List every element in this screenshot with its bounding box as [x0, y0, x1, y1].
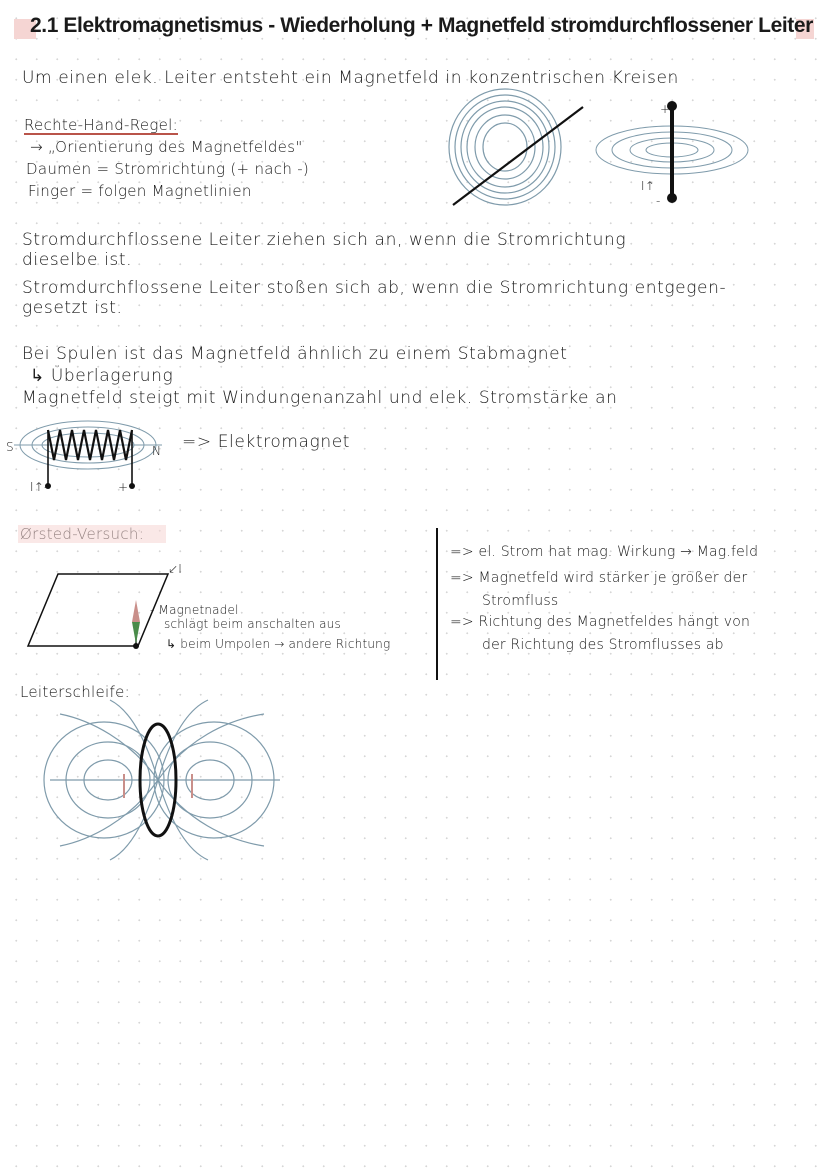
figure-minus: - [656, 194, 661, 208]
rechte-hand-item-1: → „Orientierung des Magnetfeldes" [30, 138, 303, 156]
rechte-hand-item-3: Finger = folgen Magnetlinien [28, 182, 252, 200]
leiter-line-1: Stromdurchflossene Leiter ziehen sich an, wenn die Stromrichtung [22, 230, 627, 250]
spulen-elektromagnet: => Elektromagnet [182, 432, 351, 452]
pole-n: N [152, 444, 162, 458]
spulen-line-3: Magnetfeld steigt mit Windungenanzahl und elek. Stromstärke an [22, 388, 618, 408]
schleife-heading: Leiterschleife: [20, 683, 130, 701]
spulen-line-1: Bei Spulen ist das Magnetfeld ähnlich zu einem Stabmagnet [22, 344, 568, 364]
rechte-hand-heading: Rechte-Hand-Regel: [24, 116, 178, 134]
conclusion-2: => Magnetfeld wird stärker je größer der [450, 570, 748, 586]
coil-plus-label: + [118, 480, 129, 494]
rechte-hand-item-2: Daumen = Stromrichtung (+ nach -) [26, 160, 310, 178]
leiter-line-2: dieselbe ist. [22, 250, 133, 270]
page-title: 2.1 Elektromagnetismus - Wiederholung + Magnetfeld stromdurchflossener Leiter [30, 14, 813, 37]
conclusion-5: der Richtung des Stromflusses ab [482, 637, 724, 653]
needle-label-1: - Magnetnadel [150, 603, 239, 617]
figure-plus: + [660, 102, 671, 116]
field-helix-diagram [445, 85, 595, 220]
intro-line: Um einen elek. Leiter entsteht ein Magnetfeld in konzentrischen Kreisen [22, 68, 679, 88]
figure-current: I↑ [641, 179, 655, 193]
coil-minus-label: I↑- [30, 480, 49, 494]
oersted-diagram [28, 560, 168, 660]
loop-field-diagram [50, 700, 280, 860]
leiter-line-4: gesetzt ist. [22, 298, 123, 318]
conclusion-3: Stromfluss [482, 593, 559, 609]
pole-s: S [6, 440, 14, 454]
needle-label-3: ↳ beim Umpolen → andere Richtung [166, 637, 391, 651]
oersted-divider [436, 528, 438, 680]
needle-label-2: schlägt beim anschalten aus [164, 617, 341, 631]
oersted-highlight [18, 525, 166, 543]
conclusion-4: => Richtung des Magnetfeldes hängt von [450, 614, 751, 630]
leiter-line-3: Stromdurchflossene Leiter stoßen sich ab, wenn die Stromrichtung entgegen- [22, 278, 727, 298]
conductor-field-diagram [590, 98, 755, 213]
conclusion-1: => el. Strom hat mag. Wirkung → Mag.feld [450, 544, 759, 560]
spulen-line-2: ↳ Überlagerung [30, 366, 174, 386]
oersted-current-label: ↙I [168, 562, 182, 576]
